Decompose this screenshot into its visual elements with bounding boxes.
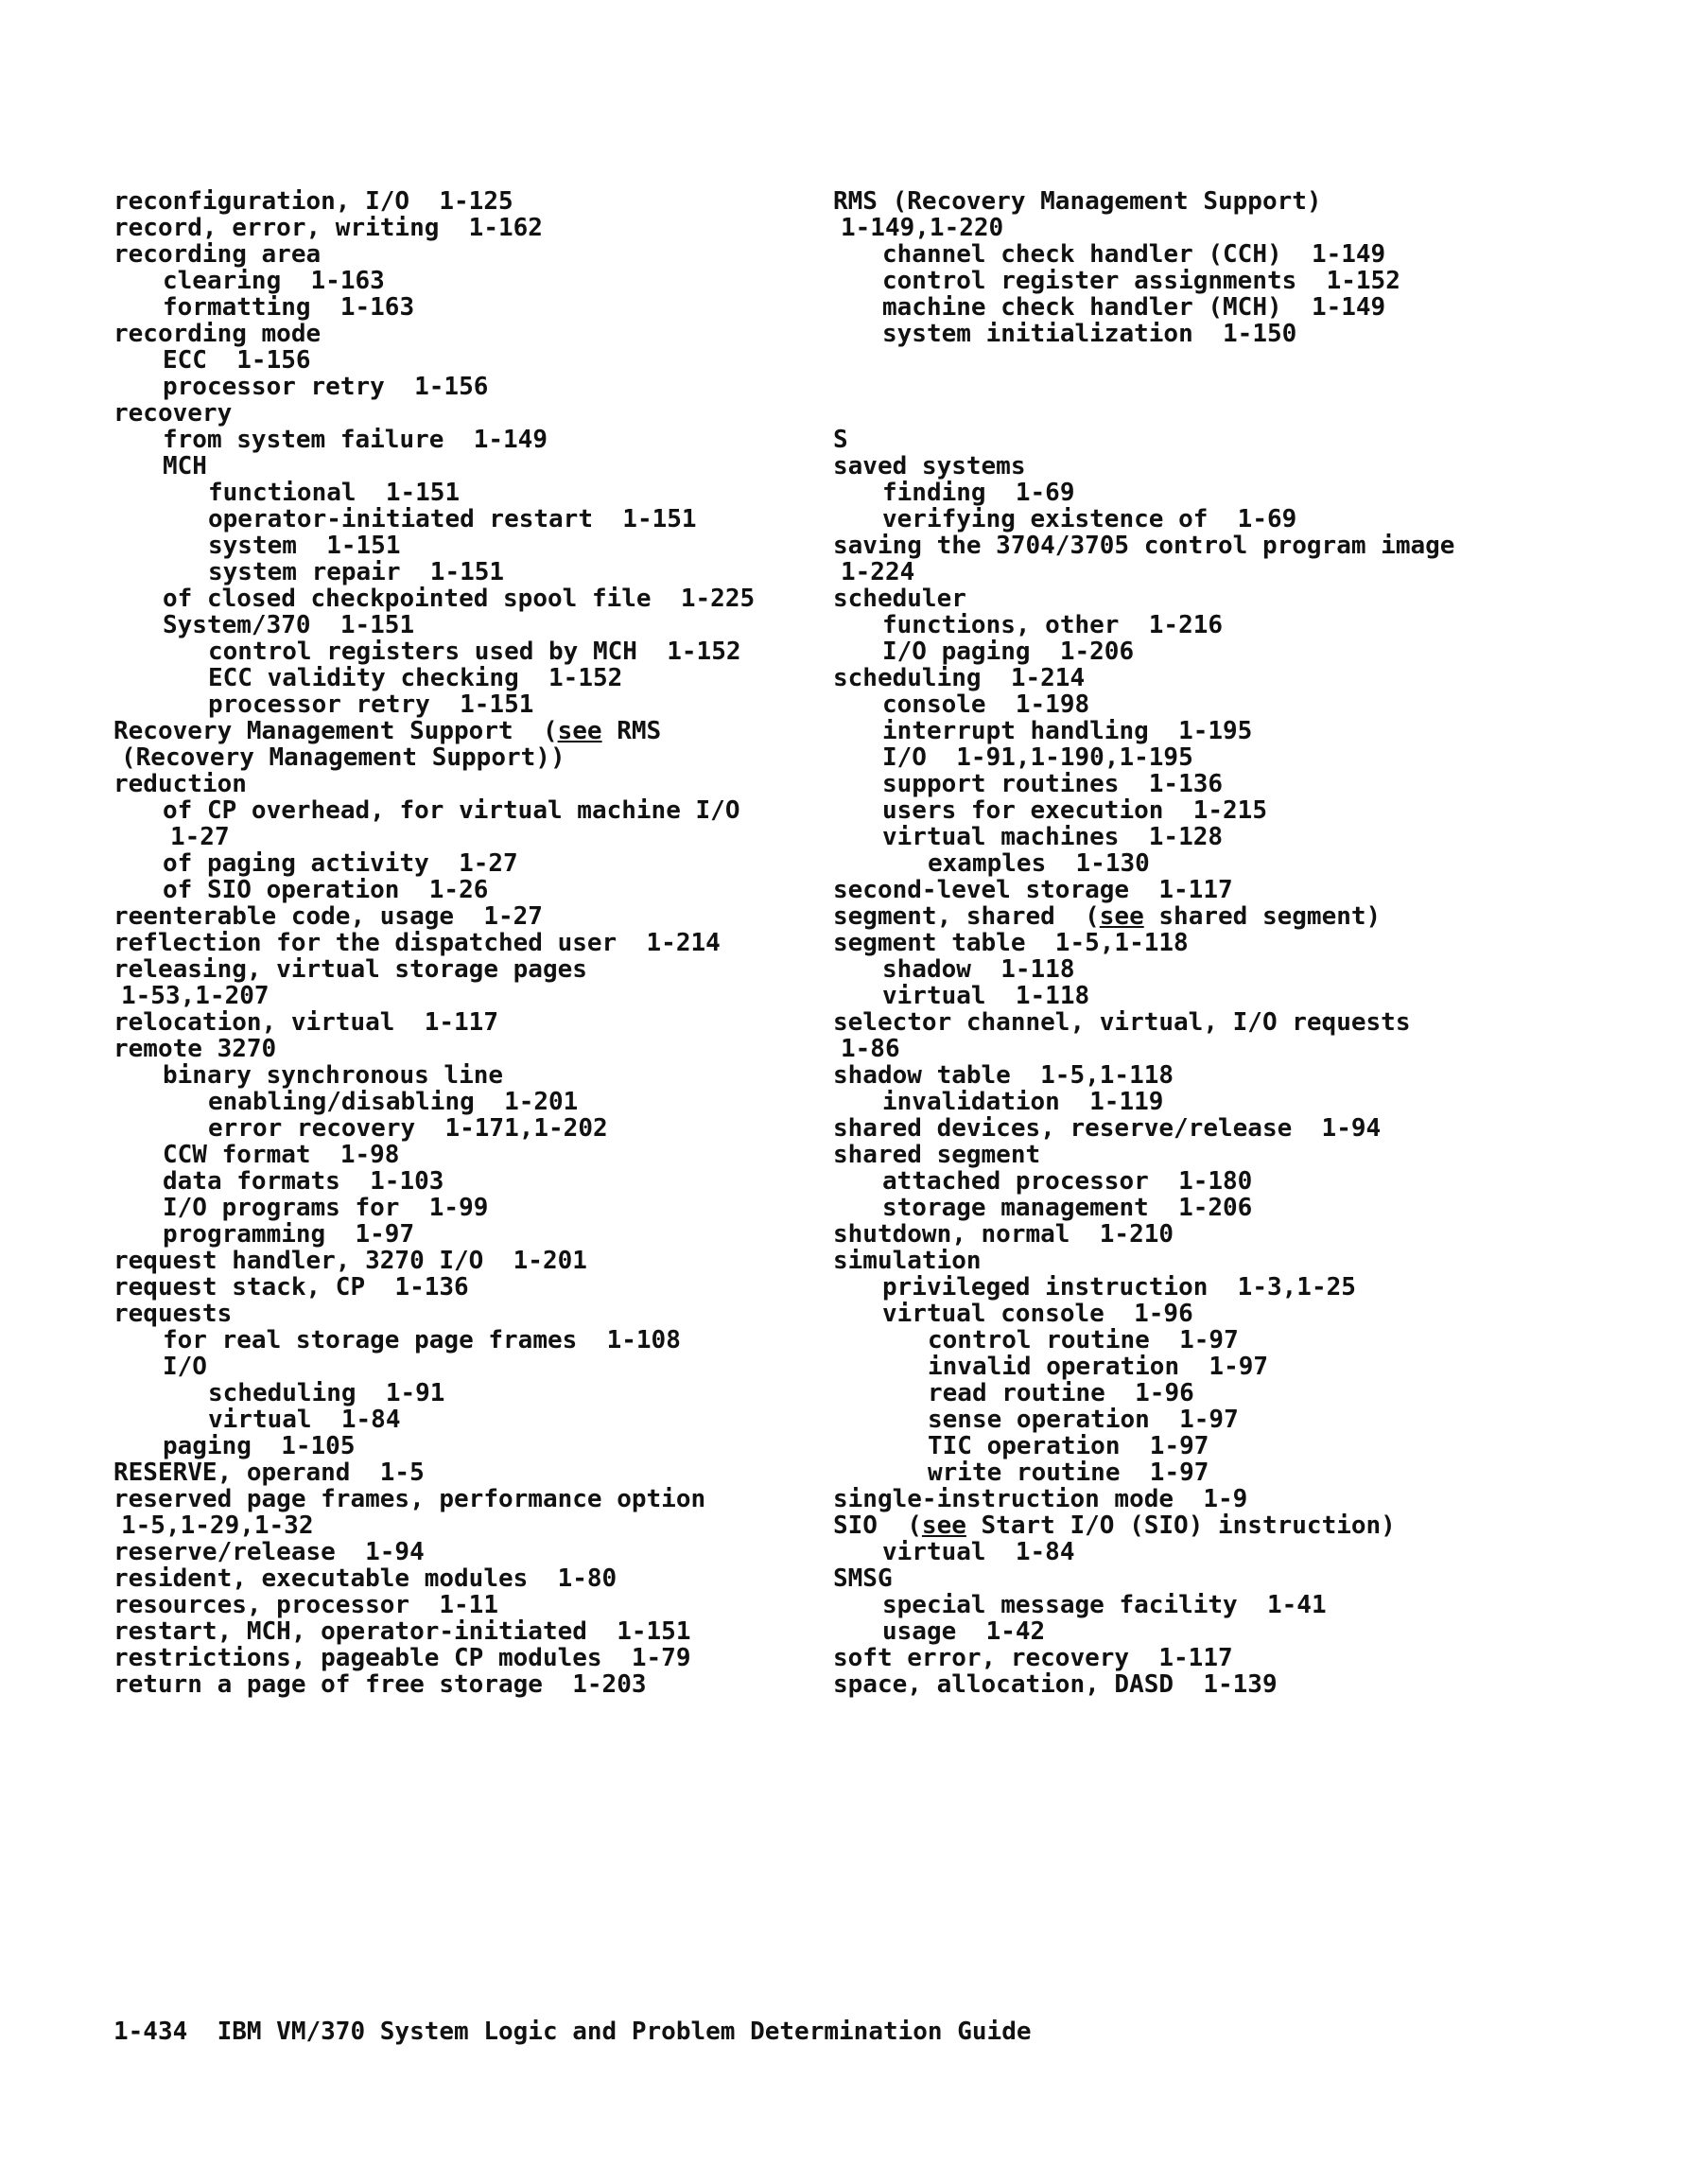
index-entry [113, 744, 832, 771]
index-entry-text: I/O 1-91,1-190,1-195 [882, 743, 1193, 772]
index-entry [113, 559, 832, 585]
index-entry [113, 797, 832, 824]
index-entry-text: request handler, 3270 I/O 1-201 [113, 1247, 587, 1275]
index-entry-text: 1-86 [841, 1035, 900, 1063]
index-entry-text: MCH [163, 452, 207, 480]
index-entry-text: restrictions, pageable CP modules 1-79 [113, 1644, 691, 1672]
index-entry-text: channel check handler (CCH) 1-149 [882, 240, 1386, 269]
index-entry-text: paging 1-105 [163, 1432, 356, 1460]
index-entry-text: Recovery Management Support ( [113, 717, 558, 745]
index-entry-text: RMS (Recovery Management Support) [833, 187, 1322, 216]
index-entry-text: of CP overhead, for virtual machine I/O [163, 796, 740, 825]
index-entry-text: RESERVE, operand 1-5 [113, 1459, 425, 1487]
index-entry [833, 1089, 1590, 1115]
index-entry-text: reflection for the dispatched user 1-214 [113, 929, 721, 957]
index-entry [113, 665, 832, 691]
index-entry-text: finding 1-69 [882, 479, 1075, 507]
index-entry [833, 983, 1590, 1009]
index-entry [833, 1645, 1590, 1671]
index-entry [113, 903, 832, 930]
index-entry [113, 294, 832, 321]
index-entry [113, 1459, 832, 1486]
index-entry [113, 1115, 832, 1142]
index-entry-text: shadow table 1-5,1-118 [833, 1061, 1174, 1090]
index-entry-text: interrupt handling 1-195 [882, 717, 1253, 745]
index-entry [113, 824, 832, 850]
index-entry [833, 930, 1590, 956]
index-entry-text: system 1-151 [208, 532, 401, 560]
index-entry-text: 1-27 [170, 823, 230, 851]
index-entry-text: ECC validity checking 1-152 [208, 664, 623, 692]
index-entry-text: processor retry 1-156 [163, 373, 489, 401]
index-entry [833, 1512, 1590, 1539]
index-entry [113, 691, 832, 718]
index-entry-text: system repair 1-151 [208, 558, 505, 586]
index-entry [113, 427, 832, 453]
index-entry-text: read routine 1-96 [928, 1379, 1194, 1407]
see-reference: see [1099, 902, 1144, 931]
index-entry [113, 374, 832, 400]
index-entry [113, 215, 832, 241]
index-entry-text: second-level storage 1-117 [833, 876, 1233, 904]
index-entry-text: system initialization 1-150 [882, 320, 1297, 348]
index-entry [833, 559, 1590, 585]
index-entry [113, 268, 832, 294]
index-entry-text: shared segment [833, 1141, 1041, 1169]
index-entry-text: virtual 1-84 [882, 1538, 1075, 1566]
index-entry-text: invalid operation 1-97 [928, 1353, 1269, 1381]
index-entry [113, 480, 832, 506]
index-entry-text: reserve/release 1-94 [113, 1538, 425, 1566]
index-entry [113, 1062, 832, 1089]
index-entry [833, 1248, 1590, 1274]
index-entry [833, 294, 1590, 321]
index-entry-text: of paging activity 1-27 [163, 849, 518, 878]
index-entry-text: scheduler [833, 585, 966, 613]
index-entry [113, 1036, 832, 1062]
index-entry-text: relocation, virtual 1-117 [113, 1008, 498, 1037]
index-entry [833, 1274, 1590, 1301]
index-entry-text: I/O programs for 1-99 [163, 1194, 489, 1222]
see-target: Start I/O (SIO) instruction) [965, 1511, 1396, 1540]
index-entry [113, 718, 832, 744]
section-gap [833, 347, 1590, 427]
index-entry-text: from system failure 1-149 [163, 426, 548, 454]
index-entry-text: I/O paging 1-206 [882, 638, 1135, 666]
index-entry [113, 533, 832, 559]
index-entry-text: reduction [113, 770, 247, 798]
index-entry [833, 533, 1590, 559]
index-entry-text: requests [113, 1300, 233, 1328]
index-entry [833, 1354, 1590, 1380]
s-section-group [833, 427, 1590, 1698]
index-entry-text: SIO ( [833, 1511, 922, 1540]
index-entry-text: saving the 3704/3705 control program image [833, 532, 1455, 560]
index-entry [113, 347, 832, 374]
index-entry [113, 1671, 832, 1698]
index-entry [113, 453, 832, 480]
index-entry [833, 1301, 1590, 1327]
index-entry [113, 188, 832, 215]
index-entry [833, 1380, 1590, 1406]
see-reference: see [921, 1511, 966, 1540]
index-entry-text: selector channel, virtual, I/O requests [833, 1008, 1411, 1037]
index-entry-text: (Recovery Management Support)) [121, 743, 565, 772]
index-entry [113, 1486, 832, 1512]
index-entry [833, 241, 1590, 268]
index-entry [833, 744, 1590, 771]
index-entry [833, 1221, 1590, 1248]
index-entry-text: verifying existence of 1-69 [882, 505, 1297, 533]
index-entry [833, 638, 1590, 665]
index-entry [833, 797, 1590, 824]
index-entry-text: storage management 1-206 [882, 1194, 1253, 1222]
index-entry [113, 1168, 832, 1195]
index-entry [833, 1036, 1590, 1062]
right-index-column [833, 188, 1590, 1698]
index-entry-text: remote 3270 [113, 1035, 277, 1063]
index-entry-text: System/370 1-151 [163, 611, 415, 639]
index-entry-text: functions, other 1-216 [882, 611, 1224, 639]
index-entry [113, 1195, 832, 1221]
index-entry-text: control registers used by MCH 1-152 [208, 638, 741, 666]
index-entry-text: 1-149,1-220 [841, 214, 1004, 242]
index-entry [833, 1486, 1590, 1512]
index-entry [833, 877, 1590, 903]
index-entry-text: return a page of free storage 1-203 [113, 1670, 647, 1699]
index-entry [113, 585, 832, 612]
index-entry-text: special message facility 1-41 [882, 1591, 1327, 1619]
index-entry [833, 321, 1590, 347]
index-entry-text: control routine 1-97 [928, 1326, 1239, 1354]
index-entry-text: for real storage page frames 1-108 [163, 1326, 681, 1354]
index-entry [833, 1539, 1590, 1565]
index-entry [113, 1221, 832, 1248]
index-entry-text: of SIO operation 1-26 [163, 876, 489, 904]
index-entry [833, 427, 1590, 453]
index-entry [113, 1539, 832, 1565]
index-entry [833, 1009, 1590, 1036]
index-entry-text: support routines 1-136 [882, 770, 1224, 798]
index-entry [113, 930, 832, 956]
index-entry [113, 771, 832, 797]
index-entry [113, 321, 832, 347]
index-entry-text: shutdown, normal 1-210 [833, 1220, 1174, 1249]
index-entry [113, 612, 832, 638]
index-entry-text: S [833, 426, 848, 454]
index-entry [833, 956, 1590, 983]
index-entry-text: recovery [113, 399, 233, 428]
index-entry-text: shadow 1-118 [882, 955, 1075, 984]
index-entry [113, 1089, 832, 1115]
index-entry-text: SMSG [833, 1564, 893, 1593]
index-entry-text: virtual 1-84 [208, 1406, 401, 1434]
index-entry-text: of closed checkpointed spool file 1-225 [163, 585, 756, 613]
index-entry [113, 1248, 832, 1274]
index-entry [833, 771, 1590, 797]
index-entry-text: attached processor 1-180 [882, 1167, 1253, 1196]
index-entry [113, 956, 832, 983]
index-entry [113, 1142, 832, 1168]
index-entry [833, 1195, 1590, 1221]
index-entry-text: restart, MCH, operator-initiated 1-151 [113, 1617, 691, 1646]
index-entry-text: scheduling 1-214 [833, 664, 1086, 692]
index-entry-text: invalidation 1-119 [882, 1088, 1164, 1116]
page-footer: 1-434 IBM VM/370 System Logic and Problem Determination Guide [113, 2018, 1032, 2046]
index-entry-text: saved systems [833, 452, 1026, 480]
index-entry-text: simulation [833, 1247, 982, 1275]
see-target: RMS [601, 717, 662, 745]
index-entry-text: data formats 1-103 [163, 1167, 444, 1196]
index-entry-text: recording area [113, 240, 322, 269]
index-entry [833, 506, 1590, 533]
see-target: shared segment) [1143, 902, 1382, 931]
index-entry [833, 1115, 1590, 1142]
index-entry-text: I/O [163, 1353, 207, 1381]
index-entry [113, 1354, 832, 1380]
index-entry-text: virtual console 1-96 [882, 1300, 1193, 1328]
index-entry-text: recording mode [113, 320, 322, 348]
index-entry [833, 850, 1590, 877]
index-entry-text: shared devices, reserve/release 1-94 [833, 1114, 1382, 1143]
index-entry [833, 1459, 1590, 1486]
see-reference: see [557, 717, 602, 745]
index-entry-text: clearing 1-163 [163, 267, 385, 295]
index-entry-text: ECC 1-156 [163, 346, 311, 375]
index-entry-text: 1-224 [841, 558, 915, 586]
index-entry [113, 877, 832, 903]
index-entry-text: enabling/disabling 1-201 [208, 1088, 579, 1116]
index-entry [113, 1565, 832, 1592]
index-entry [833, 1592, 1590, 1618]
index-entry-text: reconfiguration, I/O 1-125 [113, 187, 513, 216]
index-entry [113, 1301, 832, 1327]
index-entry-text: scheduling 1-91 [208, 1379, 445, 1407]
index-entry [113, 1645, 832, 1671]
index-entry-text: console 1-198 [882, 690, 1090, 719]
index-entry [833, 1142, 1590, 1168]
index-entry-text: segment, shared ( [833, 902, 1100, 931]
index-entry [113, 241, 832, 268]
index-entry-text: functional 1-151 [208, 479, 461, 507]
index-entry-text: CCW format 1-98 [163, 1141, 400, 1169]
index-entry [833, 903, 1590, 930]
index-entry [833, 718, 1590, 744]
index-entry-text: programming 1-97 [163, 1220, 415, 1249]
index-entry-text: virtual machines 1-128 [882, 823, 1224, 851]
index-entry [833, 480, 1590, 506]
index-entry [833, 215, 1590, 241]
index-entry [113, 1327, 832, 1354]
index-entry-text: users for execution 1-215 [882, 796, 1267, 825]
index-entry [833, 1168, 1590, 1195]
index-entry-text: soft error, recovery 1-117 [833, 1644, 1233, 1672]
index-entry-text: segment table 1-5,1-118 [833, 929, 1189, 957]
index-entry [113, 983, 832, 1009]
index-entry-text: resident, executable modules 1-80 [113, 1564, 617, 1593]
index-entry [833, 824, 1590, 850]
index-entry [833, 1671, 1590, 1698]
index-entry [113, 1274, 832, 1301]
index-entry [113, 850, 832, 877]
index-entry [113, 1406, 832, 1433]
index-entry-text: binary synchronous line [163, 1061, 504, 1090]
index-entry-text: usage 1-42 [882, 1617, 1046, 1646]
index-entry-text: reenterable code, usage 1-27 [113, 902, 543, 931]
index-entry [833, 691, 1590, 718]
index-entry-text: 1-5,1-29,1-32 [121, 1511, 314, 1540]
index-entry [113, 1592, 832, 1618]
index-entry-text: record, error, writing 1-162 [113, 214, 543, 242]
index-entry-text: request stack, CP 1-136 [113, 1273, 469, 1302]
index-entry [113, 638, 832, 665]
index-entry [833, 268, 1590, 294]
index-entry [833, 585, 1590, 612]
index-entry-text: formatting 1-163 [163, 293, 415, 322]
index-entry-text: error recovery 1-171,1-202 [208, 1114, 608, 1143]
index-entry-text: privileged instruction 1-3,1-25 [882, 1273, 1356, 1302]
index-entry [113, 506, 832, 533]
index-entry-text: TIC operation 1-97 [928, 1432, 1209, 1460]
index-entry-text: write routine 1-97 [928, 1459, 1209, 1487]
index-entry [113, 1433, 832, 1459]
index-entry-text: examples 1-130 [928, 849, 1150, 878]
index-entry-text: resources, processor 1-11 [113, 1591, 498, 1619]
index-entry-text: releasing, virtual storage pages [113, 955, 587, 984]
index-entry [113, 400, 832, 427]
index-entry-text: sense operation 1-97 [928, 1406, 1239, 1434]
index-entry-text: single-instruction mode 1-9 [833, 1485, 1248, 1513]
index-entry-text: operator-initiated restart 1-151 [208, 505, 697, 533]
index-entry [833, 1565, 1590, 1592]
index-entry-text: control register assignments 1-152 [882, 267, 1400, 295]
index-entry-text: 1-53,1-207 [121, 982, 270, 1010]
index-entry [833, 1062, 1590, 1089]
index-entry-text: machine check handler (MCH) 1-149 [882, 293, 1386, 322]
index-entry [833, 1327, 1590, 1354]
left-index-column [113, 188, 832, 1698]
rms-entry-group [833, 188, 1590, 347]
index-entry [833, 612, 1590, 638]
index-entry [833, 453, 1590, 480]
index-entry [113, 1009, 832, 1036]
index-entry-text: processor retry 1-151 [208, 690, 534, 719]
index-entry [833, 188, 1590, 215]
index-entry-text: space, allocation, DASD 1-139 [833, 1670, 1278, 1699]
index-entry [833, 1433, 1590, 1459]
index-entry-text: reserved page frames, performance option [113, 1485, 706, 1513]
index-entry [833, 1618, 1590, 1645]
index-entry [833, 1406, 1590, 1433]
index-entry-text: virtual 1-118 [882, 982, 1090, 1010]
index-entry [833, 665, 1590, 691]
index-entry [113, 1618, 832, 1645]
index-entry [113, 1512, 832, 1539]
index-entry [113, 1380, 832, 1406]
